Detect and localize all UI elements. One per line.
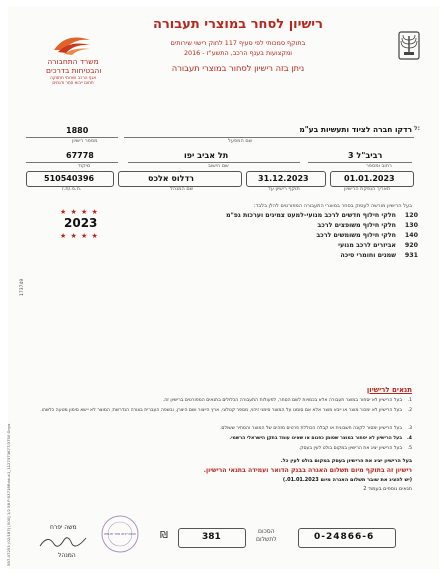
street-label: רחוב ומספר <box>366 163 392 169</box>
reference-number: 0-24866-6 <box>314 532 375 542</box>
validity-note: בעל הרישיון יציג את הרישיון בעסק במקום בולט לעין כל. <box>280 458 412 464</box>
city-label: שם הישוב <box>208 163 229 169</box>
manager-name: רדלוס אלכס <box>148 174 194 183</box>
stamp-text: תחום ייבוא סחר ודגמים <box>104 532 136 536</box>
category-row <box>208 252 418 262</box>
condition-number: 3. <box>407 426 412 431</box>
conditions-title: תנאים לרישיון <box>366 386 412 394</box>
category-code: 120 <box>404 212 418 219</box>
page-title: רישיון לסחר במוצרי תעבורה <box>153 17 323 32</box>
issue-date: 01.01.2023 <box>344 174 395 183</box>
condition-item <box>38 446 412 451</box>
category-code: 931 <box>404 252 418 259</box>
company-id: 510540396 <box>44 174 95 183</box>
category-text: שמנים וחומרי סיכה <box>340 252 396 259</box>
license-document <box>8 6 439 569</box>
signature-title: המנהל <box>58 552 76 559</box>
postal-code: 67778 <box>66 151 94 160</box>
category-row <box>208 232 418 242</box>
license-number-label: מספר רישיון <box>72 138 98 144</box>
category-row <box>208 212 418 222</box>
ministry-name-2: והבטיחות בדרכים <box>46 66 102 75</box>
categories-intro: בעל הרישיון מורשה לעסוק בסחר במוצרי התעבורה המפורטים להלן בלבד: <box>253 203 412 209</box>
signature-mark <box>38 532 88 552</box>
licensee-name-label: שם המפעל <box>228 138 253 144</box>
shekel-symbol: ₪ <box>160 530 168 541</box>
category-code: 130 <box>404 222 418 229</box>
category-row <box>208 222 418 232</box>
condition-text: בעל הרישיון ימסור לקונה חשבונית או קבלה הכוללת פרטים מזהים של המוצר והמחיר ששולם. <box>219 426 402 431</box>
sum-label: הסכום <box>258 528 275 535</box>
company-id-label: ח.פ./ת.ז. <box>62 186 82 192</box>
signature-name: משה יפרח <box>50 524 77 531</box>
ministry-department: תחום ייבוא סחר ודגמים <box>52 80 94 85</box>
condition-number: 1. <box>407 398 412 403</box>
manager-label: שם המנהל <box>170 186 194 192</box>
condition-number: 2. <box>407 408 412 413</box>
print-code: 597-07253 (02/187) [000] 1/2 58 P:53718Rdduk1_1127373677/3750 Onyx <box>6 423 11 566</box>
licensee-name: רדקו חברה לציוד ותעשיות בע"מ <box>299 125 412 134</box>
condition-text: בעל הרישיון יציג את הרישיון במקום בולט לעין בעסק. <box>298 446 402 451</box>
authority-line: בתוקף סמכותי לפי סעיף 117 לחוק רישוי שירותים <box>170 39 306 47</box>
law-line: ומקצועות בענף הרכב, התשע"ז - 2016 <box>183 49 293 57</box>
year-stars-bottom: ★ ★ ★ ★ <box>60 232 99 240</box>
condition-item <box>38 436 412 441</box>
validity-date-line: (יש להציג את שובר תשלום האגרה מיום 01.01.2023.) <box>282 477 412 483</box>
category-text: חלקי חילוף חדשים לרכב מנועי-למעט צמיגים וערכות גפ"מ <box>225 212 396 219</box>
grant-line: ניתן בזה רישיון לסחור במוצרי תעבורה <box>171 63 305 73</box>
sum-label-2: לתשלום <box>256 536 277 543</box>
street: רביב"ל 3 <box>348 151 383 160</box>
city: תל אביב יפו <box>184 151 229 160</box>
condition-number: 4. <box>407 436 412 441</box>
condition-item <box>38 398 412 403</box>
year-badge: 2023 <box>64 216 98 230</box>
condition-item <box>38 408 412 415</box>
category-code: 920 <box>404 242 418 249</box>
postal-code-label: מיקוד <box>78 163 91 169</box>
condition-text: בעל הרישיון לא יסחור במוצר תעבורה אלא בכמויות לשם הסחר, לפעולות התעבורה הכלולים בתנאים המפורטים ברישיון זה. <box>162 398 402 403</box>
conditions-footnote: תנאים נוספים בעמוד 2 <box>363 486 412 492</box>
category-code: 140 <box>404 232 418 239</box>
ministry-logo-icon <box>52 34 92 56</box>
category-text: חלקי חילוף משופצים לרכב <box>317 222 396 229</box>
condition-item <box>38 426 412 431</box>
ministry-name: משרד התחבורה <box>47 57 99 66</box>
year-stars-top: ★ ★ ★ ★ <box>60 208 99 216</box>
condition-text: בעל הרישיון לא ימכור מוצר או ייבא מוצר אלא אם סומנו על המוצר סימני זיהוי, מספר קטלוגי, ארץ הייצור ושם היצרן, ובשפה העברית בצורה הנדרשת; המוצר לא יישא סימון מטעה כלשהו. <box>40 408 402 413</box>
condition-text: בעל הרישיון לא יסחור במוצר שסומן כפגום או שאינו עומד בתקן הישראלי הרשמי. <box>229 436 402 441</box>
valid-until-date: 31.12.2023 <box>258 174 309 183</box>
condition-number: 5. <box>407 446 412 451</box>
amount-value: 381 <box>202 532 221 542</box>
issue-date-label: תאריך הנפקת הרישיון <box>344 186 391 192</box>
licensee-prefix: ל: <box>414 125 421 132</box>
state-emblem-icon <box>396 30 422 62</box>
valid-until-label: תוקף רישיון עד <box>268 186 300 192</box>
ministry-division: אגף הרכב ושרותי תחזוקה <box>49 75 97 80</box>
validity-statement: רישיון זה בתוקף מיום תשלום האגרה בבנק הדואר ועמידה בתנאי הרישיון. <box>203 467 412 474</box>
category-text: אביזרים לרכב מנועי <box>338 242 396 249</box>
category-list <box>208 212 418 262</box>
side-number: 173749 <box>20 278 25 296</box>
category-text: חלקי חילוף משומשים לרכב <box>316 232 396 239</box>
category-row <box>208 242 418 252</box>
license-number: 1880 <box>66 126 89 135</box>
